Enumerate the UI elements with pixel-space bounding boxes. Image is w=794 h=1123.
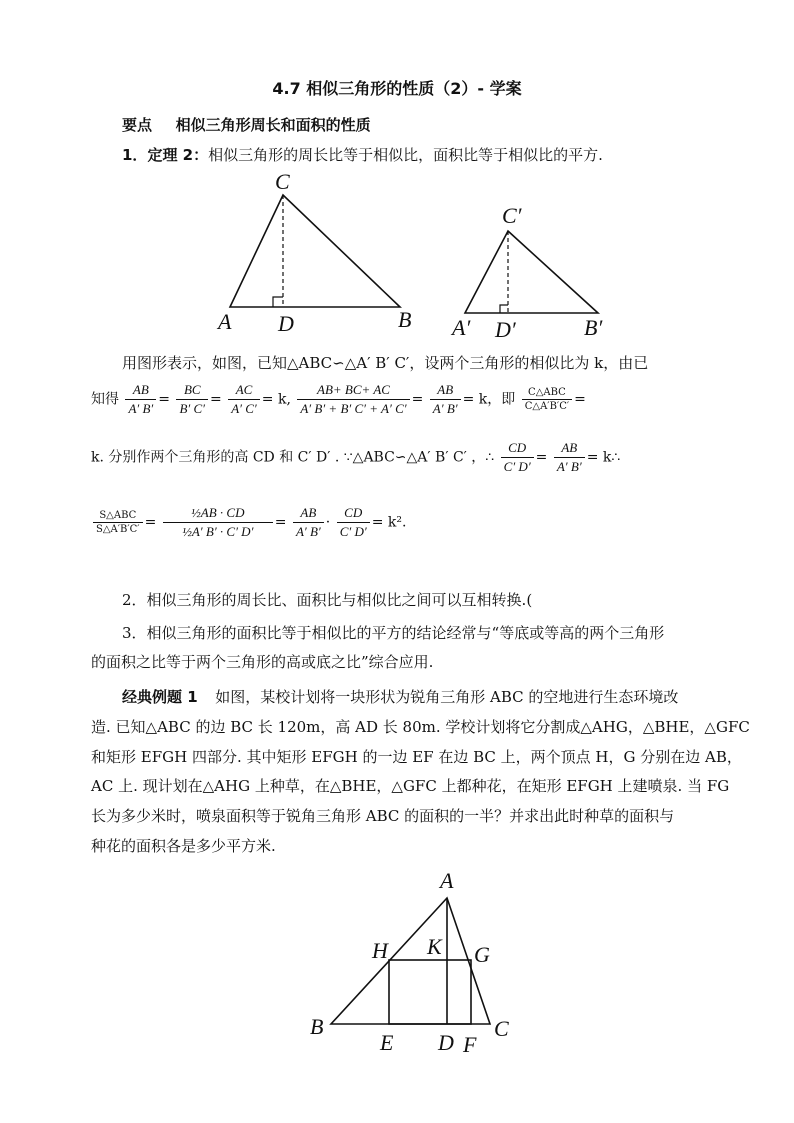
frac-ab: $\frac{AB}{A' B'}$ [125,382,156,417]
para1-line1: 用图形表示，如图，已知△ABC∽△A′ B′ C′，设两个三角形的相似比为 k，由已 [122,354,649,372]
label-a: A [218,309,232,334]
item1-label: 定理 2： [147,146,209,164]
item1-text: 相似三角形的周长比等于相似比，面积比等于相似比的平方. [208,146,603,164]
frac-perimeter-ratio: $\frac{\text{C△ABC}}{C\triangle A'B'C'}$ [522,387,572,412]
para1-l3b: = k∴ [586,449,621,466]
example-l1-text: 如图，某校计划将一块形状为锐角三角形 ABC 的空地进行生态环境改 [215,688,679,706]
label-b-prime: B′ [584,315,603,340]
para1-l3a: k. 分别作两个三角形的高 CD 和 C′ D′ . ∵△ABC∽△A′ B′ C′ ，∴ [91,449,495,466]
section-heading [122,114,371,135]
eq-k-2: = k，即 [462,391,516,408]
frac-bc: $\frac{BC}{B' C'}$ [176,382,208,417]
section-text: 相似三角形周长和面积的性质 [175,116,371,134]
item3-line2: 的面积之比等于两个三角形的高或底之比”综合应用. [91,653,434,671]
rectangle-in-triangle-figure [300,862,540,1062]
frac-perimeter: $\frac{AB+ BC+ AC}{A' B' + B' C' + A' C'}$ [297,382,409,417]
label-c-2: C [494,1016,509,1041]
triangle-abc-2 [331,898,490,1024]
label-a-prime: A′ [452,315,471,340]
label-d-prime: D′ [495,317,516,342]
area-ratio-formula: $\frac{\text{S△ABC}}{S\triangle A'B'C'}$ = $\frac{\text{½AB · CD}}{\text{½A′ B′ · C′ D′}}$ = $\frac{AB}{A' B'}$ · $\frac{CD}{C' D'}$ = k². [91,505,406,540]
frac-ab-3: $\frac{AB}{A' B'}$ [554,440,585,475]
item3-line1: 3．相似三角形的面积比等于相似比的平方的结论经常与“等底或等高的两个三角形 [122,624,665,642]
frac-ac: $\frac{AC}{A' C'}$ [228,382,260,417]
eq-k-squared: = k². [371,514,407,531]
label-g: G [474,942,490,967]
label-e: E [380,1030,394,1055]
label-b: B [398,307,412,332]
label-f: F [463,1032,477,1057]
frac-ab-4: $\frac{AB}{A' B'}$ [293,505,324,540]
rectangle-efgh [389,960,471,1024]
frac-ab-2: $\frac{AB}{A' B'}$ [430,382,461,417]
frac-cd-2: $\frac{CD}{C' D'}$ [337,505,370,540]
item2: 2．相似三角形的周长比、面积比与相似比之间可以互相转换.( [122,591,533,609]
frac-area-half: $\frac{\text{½AB · CD}}{\text{½A′ B′ · C′ D′}}$ [163,505,273,540]
label-b-2: B [310,1014,324,1039]
example-label: 经典例题 1 [122,688,198,706]
triangle-abc [216,169,411,336]
triangle-a-prime-b-prime-c-prime [450,203,603,342]
example-line2: 造. 已知△ABC 的边 BC 长 120m，高 AD 长 80m. 学校计划将它分割成△AHG，△BHE，△GFC [91,718,750,736]
frac-area-ratio: $\frac{\text{S△ABC}}{S\triangle A'B'C'}$ [93,510,143,535]
label-c: C [275,169,290,194]
label-c-prime: C′ [502,203,522,228]
label-a-2: A [440,868,454,893]
similar-triangles-figure [210,165,630,345]
example-line1 [122,686,678,707]
item1-num: 1． [122,146,148,164]
page-title: 4.7 相似三角形的性质（2）- 学案 [272,79,522,98]
theorem-2 [122,144,603,165]
eq-k: = k, [261,391,291,408]
example-line6: 种花的面积各是多少平方米. [91,837,276,855]
frac-cd: $\frac{CD}{C' D'}$ [501,440,534,475]
label-k: K [427,934,442,959]
example-line5: 长为多少米时，喷泉面积等于锐角三角形 ABC 的面积的一半？并求出此时种草的面积与 [91,807,675,825]
section-label: 要点 [122,116,153,134]
label-h: H [372,938,388,963]
para1-line3: k. 分别作两个三角形的高 CD 和 C′ D′ . ∵△ABC∽△A′ B′ C′ ，∴ $\frac{CD}{C' D'}$ = $\frac{AB}{A' B'}$ = k∴ [91,440,621,474]
example-line3: 和矩形 EFGH 四部分. 其中矩形 EFGH 的一边 EF 在边 BC 上，两个顶点 H，G 分别在边 AB， [91,748,742,766]
para1-line2: 知得 $\frac{AB}{A' B'}$ = $\frac{BC}{B' C'}$ = $\frac{AC}{A' C'}$ = k, $\frac{AB+ BC+ AC}{A' B' + B' C' + A' C'}$ = $\frac{AB}{A' B'}$ = k，即 $\frac{\text{C△ABC}}{C\triangle A'B'C'}$ = [91,382,586,416]
label-d-2: D [438,1030,454,1055]
example-line4: AC 上. 现计划在△AHG 上种草，在△BHE，△GFC 上都种花，在矩形 EFGH 上建喷泉. 当 FG [91,777,730,795]
label-d: D [278,311,294,336]
para1-l2-pre: 知得 [91,391,119,408]
